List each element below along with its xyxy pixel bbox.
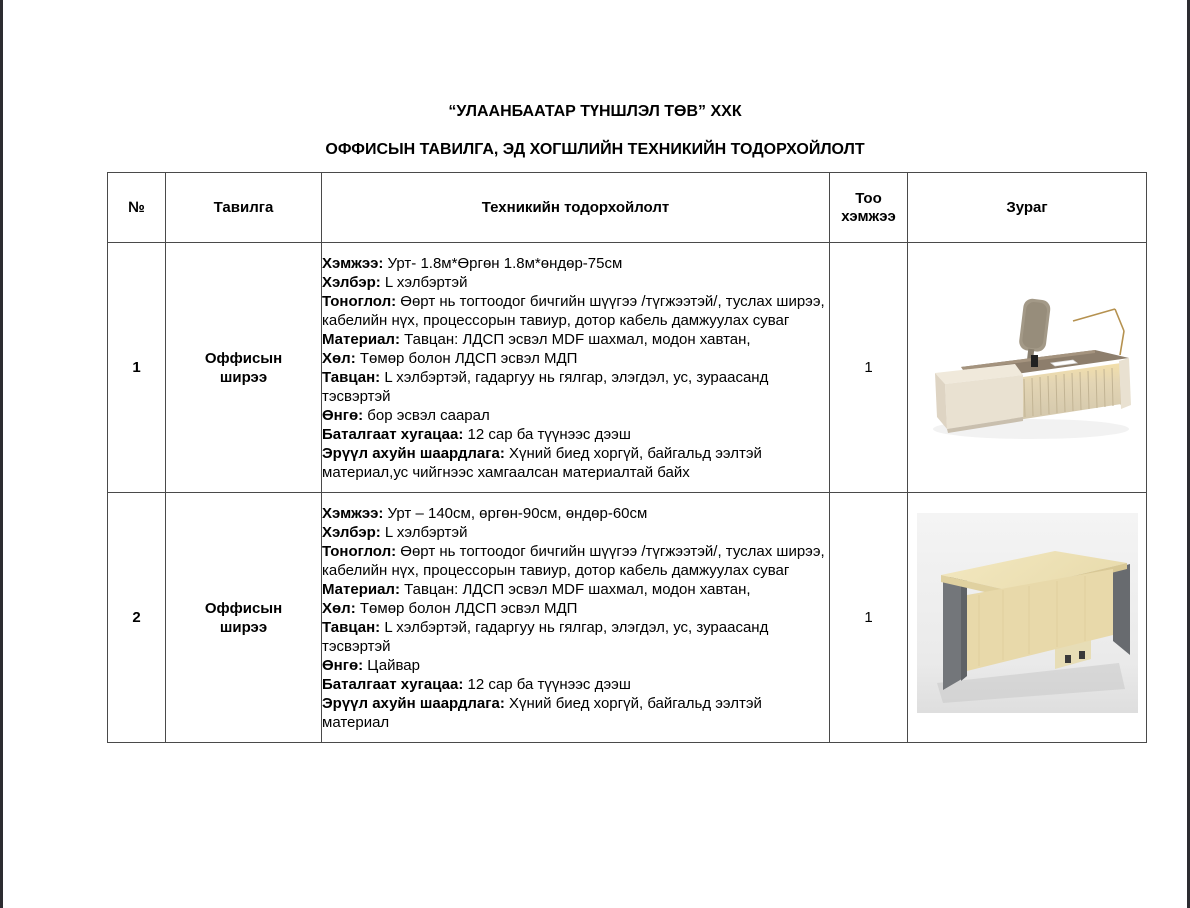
spec-label: Эрүүл ахуйн шаардлага:	[322, 694, 505, 712]
table-row	[108, 243, 1147, 493]
spec-text: L хэлбэртэй	[380, 273, 468, 291]
spec-label: Баталгаат хугацаа:	[322, 425, 464, 443]
row2-number: 2	[108, 493, 166, 743]
spec-label: Тавцан:	[322, 368, 381, 386]
row2-image-cell	[908, 493, 1147, 743]
spec-label: Баталгаат хугацаа:	[322, 675, 464, 693]
row2-quantity: 1	[830, 493, 908, 743]
row1-number: 1	[108, 243, 166, 493]
row2-spec-cell	[322, 493, 830, 743]
spec-line	[322, 330, 829, 349]
header-qty	[830, 173, 908, 243]
spec-text: Хүний биед хоргүй, байгальд ээлтэй материал,ус чийгнээс хамгаалсан материалтай байх	[322, 444, 762, 481]
row2-furniture-name: Оффисын ширээ	[204, 599, 283, 636]
document-title: “УЛААНБААТАР ТҮНШЛЭЛ ТӨВ” ХХК	[448, 103, 742, 120]
spec-label: Тоноглол:	[322, 292, 397, 310]
spec-text: Төмөр болон ЛДСП эсвэл МДП	[355, 349, 578, 367]
spec-label: Тоноглол:	[322, 542, 397, 560]
row1-furniture-name: Оффисын ширээ	[204, 349, 283, 386]
document-subtitle: ОФФИСЫН ТАВИЛГА, ЭД ХОГШЛИЙН ТЕХНИКИЙН ТОДОРХОЙЛОЛТ	[325, 141, 865, 158]
screen-edge-left	[0, 0, 3, 908]
spec-text: Хүний биед хоргүй, байгальд ээлтэй материал	[322, 694, 762, 731]
row1-image-cell	[908, 243, 1147, 493]
row1-furniture-cell	[166, 243, 322, 493]
spec-line	[322, 292, 829, 330]
spec-text: Өөрт нь тогтоодог бичгийн шүүгээ /түгжээтэй/, туслах ширээ, кабелийн нүх, процессорын тавиур, дотор кабель дамжуулах суваг	[322, 542, 825, 579]
row2-furniture-cell	[166, 493, 322, 743]
spec-line	[322, 406, 829, 425]
spec-label: Өнгө:	[322, 406, 364, 424]
spec-line	[322, 656, 829, 675]
spec-text: Урт- 1.8м*Өргөн 1.8м*өндөр-75см	[383, 254, 623, 272]
row1-spec-cell	[322, 243, 830, 493]
spec-text: Тавцан: ЛДСП эсвэл MDF шахмал, модон хавтан,	[399, 330, 751, 348]
spec-line	[322, 254, 829, 273]
row1-quantity: 1	[830, 243, 908, 493]
spec-line	[322, 675, 829, 694]
spec-label: Материал:	[322, 330, 400, 348]
spec-text: Цайвар	[363, 656, 420, 674]
spec-label: Өнгө:	[322, 656, 364, 674]
spec-line	[322, 523, 829, 542]
spec-text: Өөрт нь тогтоодог бичгийн шүүгээ /түгжээтэй/, туслах ширээ, кабелийн нүх, процессорын тавиур, дотор кабель дамжуулах суваг	[322, 292, 825, 329]
simple-desk-photo	[917, 513, 1138, 718]
header-image: Зураг	[908, 173, 1147, 243]
spec-line	[322, 542, 829, 580]
spec-text: Тавцан: ЛДСП эсвэл MDF шахмал, модон хавтан,	[399, 580, 751, 598]
spec-label: Хөл:	[322, 599, 356, 617]
spec-label: Материал:	[322, 580, 400, 598]
spec-text: L хэлбэртэй, гадаргуу нь гялгар, элэгдэл, ус, зураасанд тэсвэртэй	[322, 368, 769, 405]
spec-text: 12 сар ба түүнээс дээш	[463, 675, 631, 693]
spec-label: Хэмжээ:	[322, 254, 384, 272]
spec-text: 12 сар ба түүнээс дээш	[463, 425, 631, 443]
spec-text: бор эсвэл саарал	[363, 406, 490, 424]
spec-text: L хэлбэртэй	[380, 523, 468, 541]
header-qty-label: Тоо хэмжээ	[841, 189, 896, 225]
spec-line	[322, 425, 829, 444]
spec-label: Хэмжээ:	[322, 504, 384, 522]
spec-line	[322, 368, 829, 406]
executive-desk-photo	[921, 277, 1133, 455]
spec-line	[322, 273, 829, 292]
spec-text: Урт – 140см, өргөн-90см, өндөр-60см	[383, 504, 648, 522]
spec-line	[322, 580, 829, 599]
spec-line	[322, 599, 829, 618]
spec-line	[322, 504, 829, 523]
spec-line	[322, 444, 829, 482]
spec-table	[107, 172, 1147, 743]
spec-label: Хэлбэр:	[322, 273, 381, 291]
header-no: №	[108, 173, 166, 243]
spec-label: Хөл:	[322, 349, 356, 367]
header-spec: Техникийн тодорхойлолт	[322, 173, 830, 243]
spec-label: Хэлбэр:	[322, 523, 381, 541]
spec-label: Эрүүл ахуйн шаардлага:	[322, 444, 505, 462]
spec-label: Тавцан:	[322, 618, 381, 636]
spec-text: Төмөр болон ЛДСП эсвэл МДП	[355, 599, 578, 617]
table-row	[108, 493, 1147, 743]
header-furniture: Тавилга	[166, 173, 322, 243]
spec-line	[322, 349, 829, 368]
spec-line	[322, 694, 829, 732]
spec-text: L хэлбэртэй, гадаргуу нь гялгар, элэгдэл, ус, зураасанд тэсвэртэй	[322, 618, 769, 655]
table-header-row	[108, 173, 1147, 243]
spec-line	[322, 618, 829, 656]
